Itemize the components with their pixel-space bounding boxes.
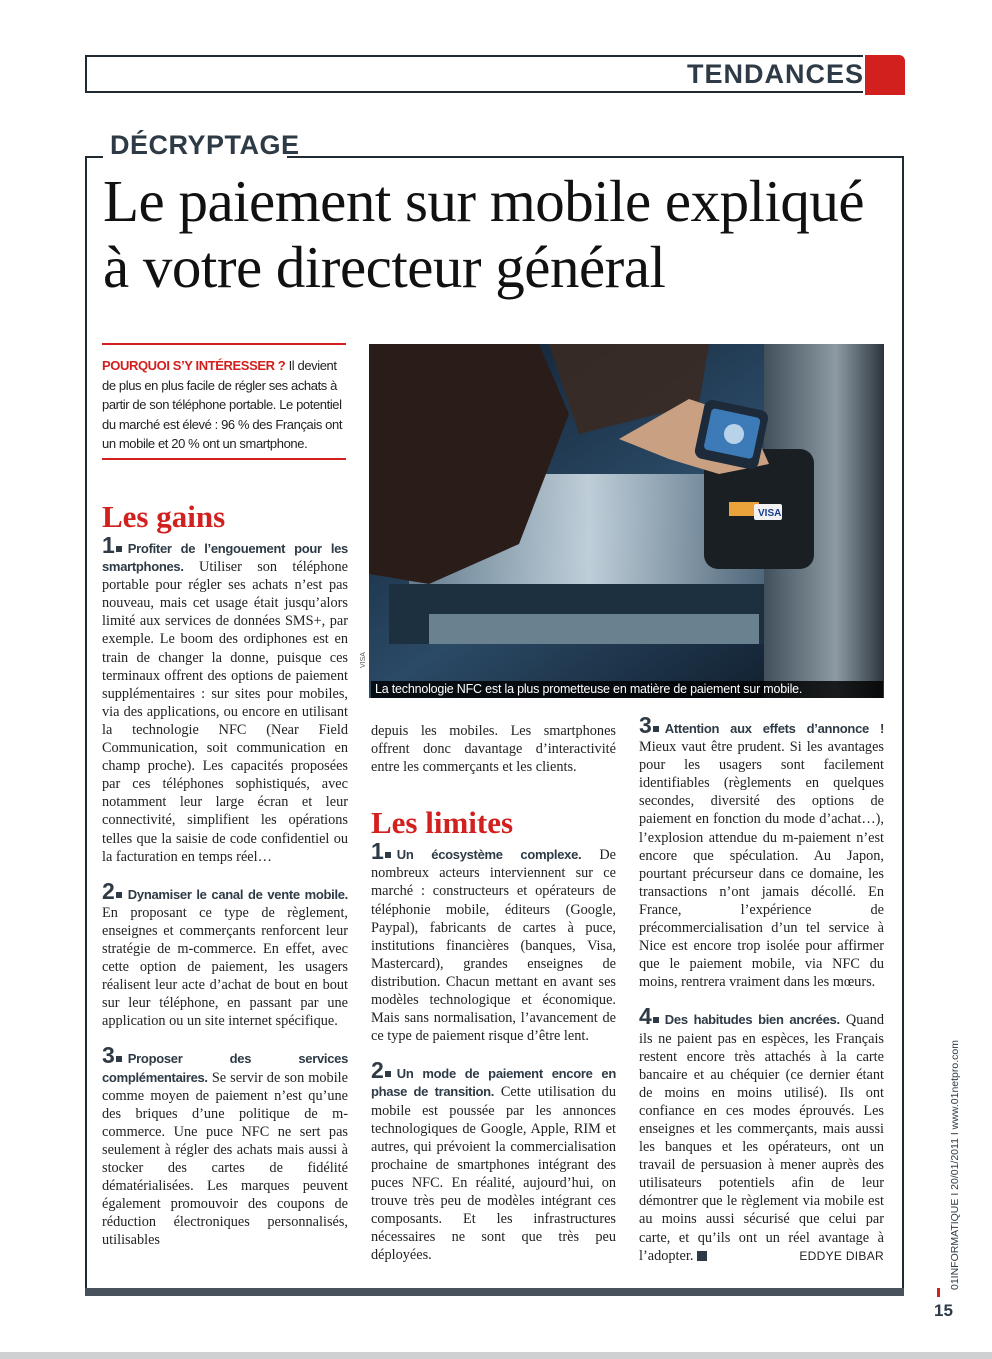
intro-rule	[102, 458, 346, 460]
number-dot	[116, 1056, 122, 1062]
text-column-3	[639, 712, 884, 1265]
item-gains-2	[102, 877, 348, 1031]
number-dot	[385, 852, 391, 858]
frame-rule	[85, 156, 87, 1296]
article-headline	[103, 168, 903, 300]
item-limites-4	[639, 1003, 884, 1264]
headline-line: à votre directeur général	[103, 234, 666, 300]
item-limites-2	[371, 1057, 616, 1264]
number-dot	[653, 1017, 659, 1023]
item-title: Dynamiser le canal de vente mobile.	[127, 886, 348, 902]
number-dot	[116, 892, 122, 898]
item-title: Un mode de paiement encore en phase de transition.	[371, 1066, 616, 1100]
photo-credit: VISA	[360, 652, 367, 668]
section-label: TENDANCES	[686, 59, 864, 89]
publication-info: 01INFORMATIQUE I 20/01/2011 I www.01netpro.com	[949, 1040, 961, 1290]
item-text: Mieux vaut être prudent. Si les avantages pour les usagers sont facilement identifiables (règlements en quelques secondes, diversité des options de paiement en fonction du mode d’achat…), l’explosion attendue du m-paiement n’est encore que spéculation. Au Japon, pourtant précurseur dans ce domaine, les transactions n’ont jamais décollé. En France, l’expérience de précommercialisation d’un tel service à Nice est encore trop isolée pour affirmer que le paiement mobile, via NFC du moins, rentrera vraiment dans les mœurs.	[639, 739, 884, 991]
item-number: 1	[102, 532, 115, 558]
number-dot	[385, 1071, 391, 1077]
headline-line: Le paiement sur mobile expliqué	[103, 168, 865, 234]
end-of-article-icon	[697, 1251, 707, 1261]
item-title: Proposer des services complémentaires.	[102, 1051, 348, 1085]
intro-lead: POURQUOI S’Y INTÉRESSER ?	[102, 358, 286, 373]
frame-bottom-bar	[85, 1288, 904, 1296]
item-limites-1	[371, 838, 616, 1045]
item-text: Quand ils ne paient pas en espèces, les Français restent encore très attachés à la carte bancaire et au chéquier (ce dernier étant de moins en moins utilisé). Ils ont confiance en ces modes éprouvés. Les enseignes et les commerçants, mais aussi les banques et les opérateurs, ont un travail de persuasion à mener auprès des utilisateurs potentiels afin de leur démontrer que le règlement via mobile est au moins aussi sécurisé que celui par carte, et qu’ils ont un réel avantage à l’adopter.	[639, 1012, 884, 1264]
item-number: 3	[102, 1042, 115, 1069]
item-number: 2	[102, 877, 115, 904]
side-accent	[937, 1288, 940, 1297]
section-title-gains: Les gains	[102, 499, 226, 534]
item-text: De nombreux acteurs interviennent sur ce marché : constructeurs et opérateurs de téléphonie mobile, éditeurs (Google, Paypal), fabricants de cartes à puce, institutions financières (banques, Visa, Mastercard), grandes enseignes de distribution. Chacun mettant en avant ses modèles technologique et économique. Mais sans normalisation, l’avancement de ce type de paiement risque d’être lent.	[371, 847, 616, 1045]
svg-text:VISA: VISA	[758, 508, 782, 519]
frame-rule	[287, 156, 904, 158]
item-number: 2	[371, 1057, 384, 1084]
article-intro	[102, 356, 348, 454]
number-dot	[116, 546, 122, 552]
item-title: Un écosystème complexe.	[396, 847, 582, 863]
item-gains-1	[102, 532, 348, 866]
item-text: Se servir de son mobile comme moyen de paiement n’est qu’une des briques d’une politique de m-commerce. Une puce NFC ne sert pas seulement à régler des achats mais aussi à stocker des cartes de fidélité dématérialisées. Les marques peuvent également promouvoir des coupons de réduction électroniques personnalisés, utilisables	[102, 1069, 348, 1249]
text-column-2	[371, 722, 616, 1264]
section-title-limites: Les limites	[371, 805, 514, 841]
article-photo	[369, 344, 884, 698]
item-limites-3	[639, 712, 884, 991]
number-dot	[653, 726, 659, 732]
intro-rule	[102, 343, 346, 345]
item-title: Des habitudes bien ancrées.	[664, 1012, 840, 1028]
item-number: 4	[639, 1003, 652, 1030]
bottom-strip	[0, 1352, 992, 1359]
item-text: Utiliser son téléphone portable pour régler ses achats n’est pas nouveau, mais cet usage était jusqu’alors limité aux services de données SMS+, par exemple. Le boom des ordiphones est en train de changer la donne, puisque ces terminaux offrent des options de paiement supplémentaires : sur sites pour mobiles, via des applications, ou encore en utilisant la technologie NFC (Near Field Communication, soit communication en champ proche). Les capacités proposées par ces téléphones sophistiqués, avec notamment leur large écran et leur connectivité, simplifient les opérations telles que la saisie de code confidentiel ou la facturation en temps réel…	[102, 559, 348, 865]
intro-text: Il devient de plus en plus facile de régler ses achats à partir de son téléphone portable. Le potentiel du marché est élevé : 96 % des Français ont un mobile et 20 % ont un smartphone.	[102, 358, 343, 451]
item-text: Cette utilisation du mobile est poussée par les annonces technologiques de Google, Apple, RIM et autres, qui prévoient la commercialisation prochaine de smartphones intégrant des puces NFC. En réalité, aujourd’hui, on trouve très peu de modèles intégrant ces composants. Et les infrastructures nécessaires ne sont que très peu déployées.	[371, 1084, 616, 1264]
frame-rule	[902, 156, 904, 1296]
photo-caption: La technologie NFC est la plus prometteuse en matière de paiement sur mobile.	[371, 681, 883, 698]
item-number: 1	[371, 838, 384, 865]
text-column-1	[102, 500, 348, 1249]
frame-rule	[85, 156, 103, 158]
item-gains-3	[102, 1042, 348, 1249]
author-byline: EDDYE DIBAR	[799, 1248, 884, 1263]
article-kicker: DÉCRYPTAGE	[110, 130, 300, 160]
page-number: 15	[934, 1301, 953, 1320]
item-title: Profiter de l’engouement pour les smartphones.	[102, 541, 348, 575]
item-text: En proposant ce type de règlement, enseignes et commerçants renforcent leur stratégie de m-commerce. En effet, avec cette option de paiement, les usagers réalisent leur acte d’achat de bout en bout sur leur téléphone, en passant par une application ou un site internet spécifique.	[102, 904, 348, 1030]
nfc-payment-photo	[369, 344, 884, 698]
item-title: Attention aux effets d’annonce !	[664, 721, 884, 736]
item-number: 3	[639, 712, 652, 738]
item-gains-3-continued: depuis les mobiles. Les smartphones offrent donc davantage d’interactivité entre les commerçants et les clients.	[371, 723, 616, 776]
section-accent-block	[865, 55, 905, 95]
